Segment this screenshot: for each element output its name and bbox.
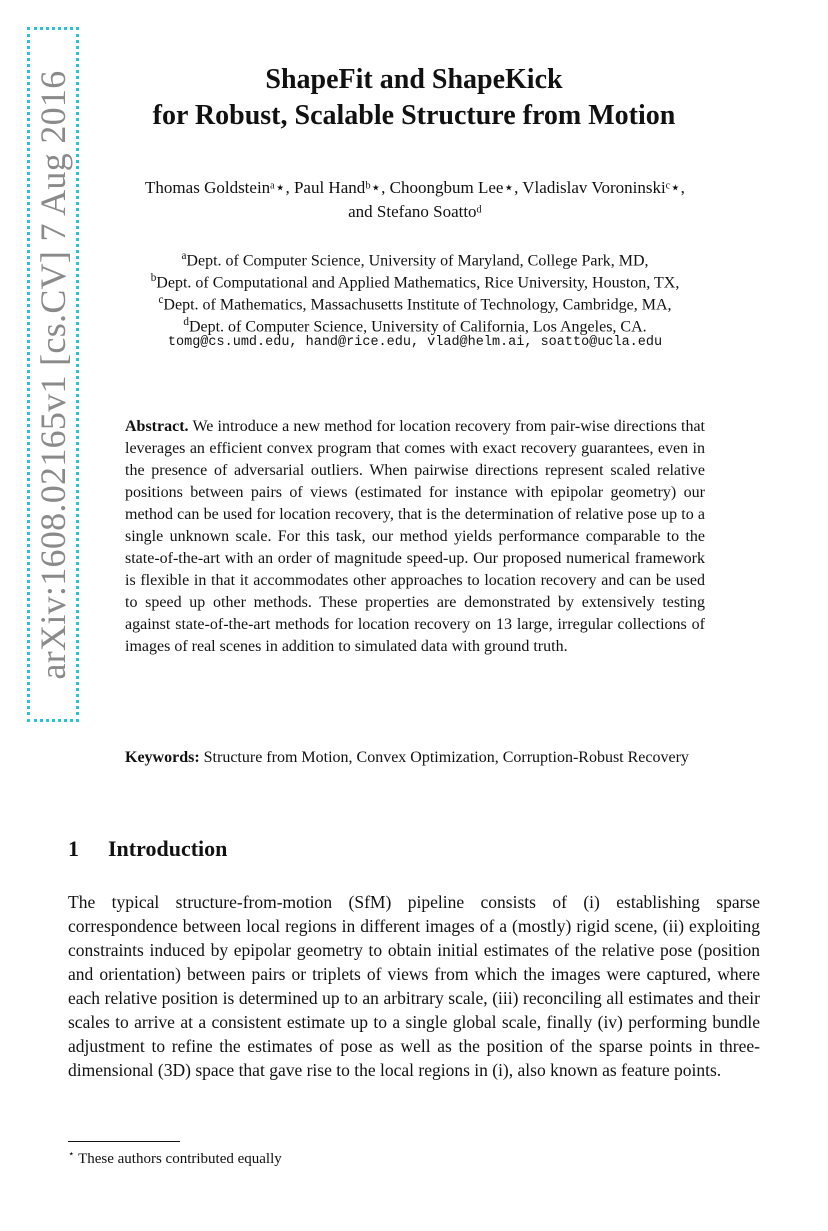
abstract-label: Abstract. [125,418,189,435]
footnote-text: These authors contributed equally [78,1151,282,1167]
affiliation-d-text: Dept. of Computer Science, University of California, Los Angeles, CA. [188,318,647,336]
affiliation-a-text: Dept. of Computer Science, University of Maryland, College Park, MD, [186,252,649,270]
footnote-mark: ⋆ [68,1149,75,1160]
keywords-label: Keywords: [125,749,200,766]
affiliation-b-mark: b [150,272,157,284]
author-emails: tomg@cs.umd.edu, hand@rice.edu, vlad@helm.ai, soatto@ucla.edu [167,335,663,350]
affiliation-a-mark: a [181,250,187,262]
section-heading [68,836,227,862]
abstract [125,416,705,658]
section-number: 1 [68,836,79,861]
paper-title-line1: ShapeFit and ShapeKick [265,64,563,95]
affiliation-d-mark: d [183,316,189,328]
affiliation-c-text: Dept. of Mathematics, Massachusetts Institute of Technology, Cambridge, MA, [163,296,672,314]
authors-line2: and Stefano Soattoᵈ [348,202,482,221]
intro-paragraph: The typical structure-from-motion (SfM) pipeline consists of (i) establishing sparse correspondence between local regions in different images of a (mostly) rigid scene, (ii) exploiting constraints induced by epipolar geometry to obtain initial estimates of the relative pose (position and orientation) between pairs or triplets of views from which the images were captured, where each relative position is determined up to an arbitrary scale, (iii) reconciling all estimates and their scales to arrive at a consistent estimate up to a single global scale, finally (iv) performing bundle adjustment to refine the estimates of pose as well as the position of the sparse points in three-dimensional (3D) space that gave rise to the local regions in (i), also known as feature points. [68,892,760,1080]
abstract-text: We introduce a new method for location recovery from pair-wise directions that leverages an efficient convex program that comes with exact recovery guarantees, even in the presence of adversarial outliers. When pairwise directions represent scaled relative positions between pairs of views (estimated for instance with epipolar geometry) our method can be used for location recovery, that is the determination of relative pose up to a single unknown scale. For this task, our method yields performance comparable to the state-of-the-art with an order of magnitude speed-up. Our proposed numerical framework is flexible in that it accommodates other approaches to location recovery and can be used to speed up other methods. These properties are demonstrated by extensively testing against state-of-the-art methods for location recovery on 13 large, irregular collections of images of real scenes in addition to simulated data with ground truth. [125,418,705,655]
keywords [125,747,705,769]
arxiv-id: arXiv:1608.02165v1 [cs.CV] 7 Aug 2016 [33,69,73,680]
affiliation-c-mark: c [158,294,164,306]
affiliation-b-text: Dept. of Computational and Applied Mathematics, Rice University, Houston, TX, [156,274,680,292]
footnote [68,1148,282,1168]
footnote-rule [68,1141,180,1142]
paper-title-line2: for Robust, Scalable Structure from Motion [152,100,676,131]
keywords-text: Structure from Motion, Convex Optimization, Corruption-Robust Recovery [203,749,689,766]
section-title: Introduction [108,836,228,861]
authors-line1: Thomas Goldsteinᵃ⋆, Paul Handᵇ⋆, Choongbum Lee⋆, Vladislav Voroninskiᶜ⋆, [145,178,685,197]
